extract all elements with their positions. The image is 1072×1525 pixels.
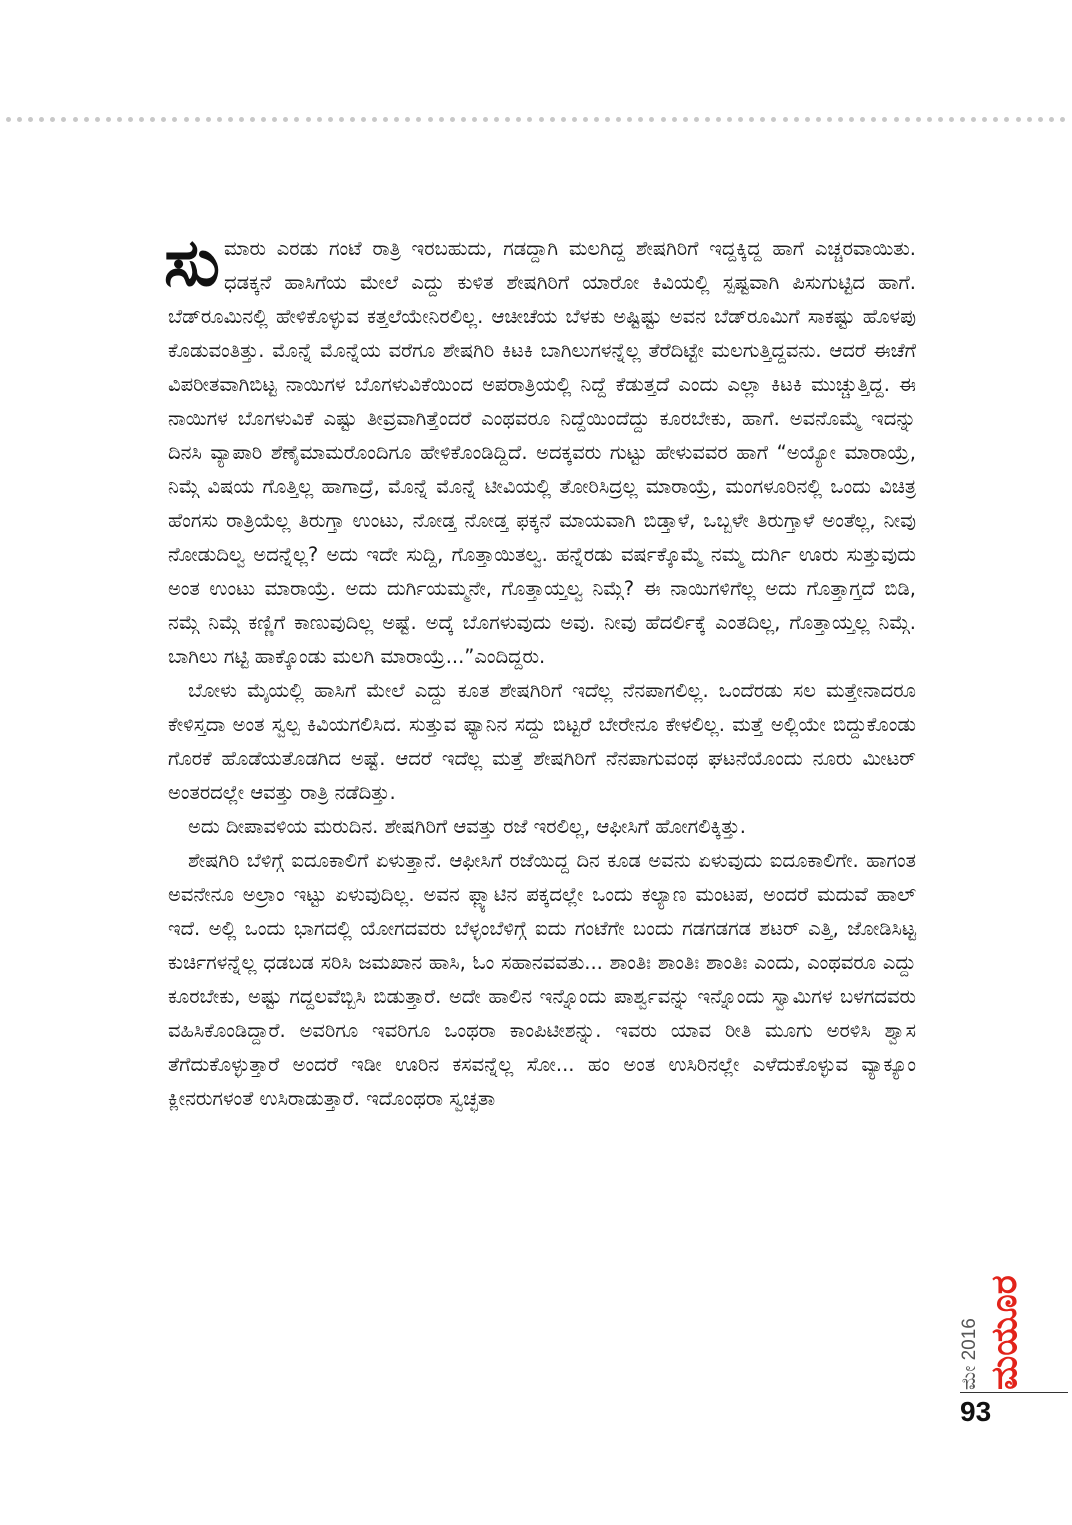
divider-dot (583, 117, 588, 122)
divider-dot (6, 117, 11, 122)
divider-dot (905, 117, 910, 122)
paragraph-2: ಬೋಳು ಮೈಯಲ್ಲಿ ಹಾಸಿಗೆ ಮೇಲೆ ಎದ್ದು ಕೂತ ಶೇಷಗಿರಿಗೆ ಇದೆಲ್ಲ ನೆನಪಾಗಲಿಲ್ಲ. ಒಂದೆರಡು ಸಲ ಮತ್ತೇನಾದರೂ ಕೇಳಿಸ್ತದಾ ಅಂತ ಸ್ವಲ್ಪ ಕಿವಿಯಗಲಿಸಿದ. ಸುತ್ತುವ ಫ್ಯಾನಿನ ಸದ್ದು ಬಿಟ್ಟರೆ ಬೇರೇನೂ ಕೇಳಲಿಲ್ಲ. ಮತ್ತೆ ಅಲ್ಲಿಯೇ ಬಿದ್ದುಕೊಂಡು ಗೊರಕೆ ಹೊಡೆಯತೊಡಗಿದ ಅಷ್ಟೆ. ಆದರೆ ಇದೆಲ್ಲ ಮತ್ತೆ ಶೇಷಗಿರಿಗೆ ನೆನಪಾಗುವಂಥ ಘಟನೆಯೊಂದು ನೂರು ಮೀಟರ್ ಅಂತರದಲ್ಲೇ ಆವತ್ತು ರಾತ್ರಿ ನಡೆದಿತ್ತು. (168, 679, 916, 804)
divider-dot (605, 117, 610, 122)
paragraph-4: ಶೇಷಗಿರಿ ಬೆಳಿಗ್ಗೆ ಐದೂಕಾಲಿಗೆ ಏಳುತ್ತಾನೆ. ಆಫೀಸಿಗೆ ರಜೆಯಿದ್ದ ದಿನ ಕೂಡ ಅವನು ಏಳುವುದು ಐದೂಕಾಲಿಗೇ. ಹಾಗಂತ ಅವನೇನೂ ಅಲ್ರಾಂ ಇಟ್ಟು ಏಳುವುದಿಲ್ಲ. ಅವನ ಫ್ಲ್ಯಾಟಿನ ಪಕ್ಕದಲ್ಲೇ ಒಂದು ಕಲ್ಯಾಣ ಮಂಟಪ, ಅಂದರೆ ಮದುವೆ ಹಾಲ್ ಇದೆ. ಅಲ್ಲಿ ಒಂದು ಭಾಗದಲ್ಲಿ ಯೋಗದವರು ಬೆಳ್ಳಂಬೆಳಿಗ್ಗೆ ಐದು ಗಂಟೆಗೇ ಬಂದು ಗಡಗಡಗಡ ಶಟರ್ ಎತ್ತಿ, ಜೋಡಿಸಿಟ್ಟ ಕುರ್ಚಿಗಳನ್ನೆಲ್ಲ ಧಡಬಡ ಸರಿಸಿ ಜಮಖಾನ ಹಾಸಿ, ಓಂ ಸಹಾನವವತು... ಶಾಂತಿಃ ಶಾಂತಿಃ ಶಾಂತಿಃ ಎಂದು, ಎಂಥವರೂ ಎದ್ದು ಕೂರಬೇಕು, ಅಷ್ಟು ಗದ್ದಲವೆಬ್ಬಿಸಿ ಬಿಡುತ್ತಾರೆ. ಅದೇ ಹಾಲಿನ ಇನ್ನೊಂದು ಪಾರ್ಶ್ವವನ್ನು ಇನ್ನೊಂದು ಸ್ವಾಮಿಗಳ ಬಳಗದವರು ವಹಿಸಿಕೊಂಡಿದ್ದಾರೆ. ಅವರಿಗೂ ಇವರಿಗೂ ಒಂಥರಾ ಕಾಂಪಿಟೀಶನ್ನು. ಇವರು ಯಾವ ರೀತಿ ಮೂಗು ಅರಳಿಸಿ ಶ್ವಾಸ ತೆಗೆದುಕೊಳ್ಳುತ್ತಾರೆ ಅಂದರೆ ಇಡೀ ಊರಿನ ಕಸವನ್ನೆಲ್ಲ ಸೋ... ಹಂ ಅಂತ ಉಸಿರಿನಲ್ಲೇ ಎಳೆದುಕೊಳ್ಳುವ ವ್ಯಾಕ್ಯೂಂ ಕ್ಲೀನರುಗಳಂತೆ ಉಸಿರಾಡುತ್ತಾರೆ. ಇದೊಂಥರಾ ಸ್ವಚ್ಛತಾ (168, 849, 916, 1110)
divider-dot (50, 117, 55, 122)
divider-dot (516, 117, 521, 122)
divider-dot (539, 117, 544, 122)
paragraph-1 (164, 224, 916, 674)
divider-dot (17, 117, 22, 122)
divider-dot (827, 117, 832, 122)
divider-dot (328, 117, 333, 122)
divider-dot (128, 117, 133, 122)
divider-dot (661, 117, 666, 122)
divider-dot (572, 117, 577, 122)
divider-dot (472, 117, 477, 122)
magazine-logo: ಮಯೂರ (984, 1275, 1025, 1390)
divider-dot (339, 117, 344, 122)
divider-dot (805, 117, 810, 122)
divider-dot (405, 117, 410, 122)
footer-rule (960, 1392, 1068, 1393)
divider-dot (95, 117, 100, 122)
side-footer (955, 1160, 1025, 1390)
divider-dot (184, 117, 189, 122)
divider-dot (1027, 117, 1032, 122)
divider-dot (161, 117, 166, 122)
divider-dot (106, 117, 111, 122)
divider-dot (894, 117, 899, 122)
divider-dot (794, 117, 799, 122)
divider-dot (383, 117, 388, 122)
divider-dot (683, 117, 688, 122)
divider-dot (938, 117, 943, 122)
divider-dot (317, 117, 322, 122)
divider-dot (394, 117, 399, 122)
divider-dot (261, 117, 266, 122)
drop-cap: ಸು (164, 224, 221, 301)
divider-dot (527, 117, 532, 122)
divider-dot (561, 117, 566, 122)
divider-dot (61, 117, 66, 122)
divider-dot (649, 117, 654, 122)
divider-dot (916, 117, 921, 122)
divider-dot (206, 117, 211, 122)
divider-dot (882, 117, 887, 122)
divider-dot (738, 117, 743, 122)
dotted-divider (0, 117, 1072, 125)
divider-dot (838, 117, 843, 122)
divider-dot (139, 117, 144, 122)
article-body (164, 224, 916, 1116)
divider-dot (982, 117, 987, 122)
divider-dot (716, 117, 721, 122)
divider-dot (672, 117, 677, 122)
divider-dot (306, 117, 311, 122)
divider-dot (760, 117, 765, 122)
divider-dot (1038, 117, 1043, 122)
divider-dot (294, 117, 299, 122)
divider-dot (594, 117, 599, 122)
issue-date: ಮೇ 2016 (959, 1318, 980, 1390)
divider-dot (350, 117, 355, 122)
divider-dot (1060, 117, 1065, 122)
divider-dot (1049, 117, 1054, 122)
divider-dot (871, 117, 876, 122)
divider-dot (39, 117, 44, 122)
divider-dot (993, 117, 998, 122)
divider-dot (272, 117, 277, 122)
divider-dot (416, 117, 421, 122)
divider-dot (195, 117, 200, 122)
divider-dot (28, 117, 33, 122)
divider-dot (250, 117, 255, 122)
divider-dot (705, 117, 710, 122)
paragraph-3: ಅದು ದೀಪಾವಳಿಯ ಮರುದಿನ. ಶೇಷಗಿರಿಗೆ ಆವತ್ತು ರಜೆ ಇರಲಿಲ್ಲ, ಆಫೀಸಿಗೆ ಹೋಗಲಿಕ್ಕಿತ್ತು. (188, 815, 746, 838)
divider-dot (960, 117, 965, 122)
paragraph-1-text: ಮಾರು ಎರಡು ಗಂಟೆ ರಾತ್ರಿ ಇರಬಹುದು, ಗಡದ್ದಾಗಿ ಮಲಗಿದ್ದ ಶೇಷಗಿರಿಗೆ ಇದ್ದಕ್ಕಿದ್ದ ಹಾಗೆ ಎಚ್ಚರವಾಯಿತು. ಧಡಕ್ಕನೆ ಹಾಸಿಗೆಯ ಮೇಲೆ ಎದ್ದು ಕುಳಿತ ಶೇಷಗಿರಿಗೆ ಯಾರೋ ಕಿವಿಯಲ್ಲಿ ಸ್ಪಷ್ಟವಾಗಿ ಪಿಸುಗುಟ್ಟಿದ ಹಾಗೆ. ಬೆಡ್‌ರೂಮಿನಲ್ಲಿ ಹೇಳಿಕೊಳ್ಳುವ ಕತ್ತಲೆಯೇನಿರಲಿಲ್ಲ. ಆಚೀಚೆಯ ಬೆಳಕು ಅಷ್ಟಿಷ್ಟು ಅವನ ಬೆಡ್‌ರೂಮಿಗೆ ಸಾಕಷ್ಟು ಹೊಳಪು ಕೊಡುವಂತಿತ್ತು. ಮೊನ್ನೆ ಮೊನ್ನೆಯ ವರೆಗೂ ಶೇಷಗಿರಿ ಕಿಟಕಿ ಬಾಗಿಲುಗಳನ್ನೆಲ್ಲ ತೆರೆದಿಟ್ಟೇ ಮಲಗುತ್ತಿದ್ದವನು. ಆದರೆ ಈಚೆಗೆ ವಿಪರೀತವಾಗಿಬಿಟ್ಟ ನಾಯಿಗಳ ಬೊಗಳುವಿಕೆಯಿಂದ ಅಪರಾತ್ರಿಯಲ್ಲಿ ನಿದ್ದೆ ಕೆಡುತ್ತದೆ ಎಂದು ಎಲ್ಲಾ ಕಿಟಕಿ ಮುಚ್ಚುತ್ತಿದ್ದ. ಈ ನಾಯಿಗಳ ಬೊಗಳುವಿಕೆ ಎಷ್ಟು ತೀವ್ರವಾಗಿತ್ತೆಂದರೆ ಎಂಥವರೂ ನಿದ್ದೆಯಿಂದೆದ್ದು ಕೂರಬೇಕು, ಹಾಗೆ. ಅವನೊಮ್ಮೆ ಇದನ್ನು ದಿನಸಿ ವ್ಯಾಪಾರಿ ಶೆಣೈಮಾಮರೊಂದಿಗೂ ಹೇಳಿಕೊಂಡಿದ್ದಿದೆ. ಅದಕ್ಕವರು ಗುಟ್ಟು ಹೇಳುವವರ ಹಾಗೆ “ಅಯ್ಯೋ ಮಾರಾಯ್ರೆ, ನಿಮ್ಗೆ ವಿಷಯ ಗೊತ್ತಿಲ್ಲ ಹಾಗಾದ್ರೆ, ಮೊನ್ನೆ ಮೊನ್ನೆ ಟೀವಿಯಲ್ಲಿ ತೋರಿಸಿದ್ರಲ್ಲ ಮಾರಾಯ್ರೆ, ಮಂಗಳೂರಿನಲ್ಲಿ ಒಂದು ವಿಚಿತ್ರ ಹೆಂಗಸು ರಾತ್ರಿಯೆಲ್ಲ ತಿರುಗ್ತಾ ಉಂಟು, ನೋಡ್ತ ನೋಡ್ತ ಫಕ್ಕನೆ ಮಾಯವಾಗಿ ಬಿಡ್ತಾಳೆ, ಒಬ್ಬಳೇ ತಿರುಗ್ತಾಳೆ ಅಂತೆಲ್ಲ, ನೀವು ನೋಡುದಿಲ್ವ ಅದನ್ನೆಲ್ಲ? ಅದು ಇದೇ ಸುದ್ದಿ, ಗೊತ್ತಾಯಿತಲ್ವ. ಹನ್ನೆರಡು ವರ್ಷಕ್ಕೊಮ್ಮೆ ನಮ್ಮ ದುರ್ಗಿ ಊರು ಸುತ್ತುವುದು ಅಂತ ಉಂಟು ಮಾರಾಯ್ರೆ. ಅದು ದುರ್ಗಿಯಮ್ಮನೇ, ಗೊತ್ತಾಯ್ತಲ್ವ ನಿಮ್ಗೆ? ಈ ನಾಯಿಗಳಿಗೆಲ್ಲ ಅದು ಗೊತ್ತಾಗ್ತದೆ ಬಿಡಿ, ನಮ್ಗೆ ನಿಮ್ಗೆ ಕಣ್ಣಿಗೆ ಕಾಣುವುದಿಲ್ಲ ಅಷ್ಟೆ. ಅದ್ಕೆ ಬೊಗಳುವುದು ಅವು. ನೀವು ಹೆದರ್ಲಿಕ್ಕೆ ಎಂತದಿಲ್ಲ, ಗೊತ್ತಾಯ್ತಲ್ಲ ನಿಮ್ಗೆ. ಬಾಗಿಲು ಗಟ್ಟಿ ಹಾಕ್ಕೊಂಡು ಮಲಗಿ ಮಾರಾಯ್ರೆ...”ಎಂದಿದ್ದರು. (168, 237, 916, 668)
divider-dot (483, 117, 488, 122)
divider-dot (372, 117, 377, 122)
divider-dot (771, 117, 776, 122)
divider-dot (283, 117, 288, 122)
divider-dot (638, 117, 643, 122)
divider-dot (172, 117, 177, 122)
divider-dot (461, 117, 466, 122)
divider-dot (361, 117, 366, 122)
divider-dot (84, 117, 89, 122)
divider-dot (849, 117, 854, 122)
page-number: 93 (960, 1396, 992, 1427)
divider-dot (727, 117, 732, 122)
divider-dot (694, 117, 699, 122)
divider-dot (150, 117, 155, 122)
divider-dot (627, 117, 632, 122)
divider-dot (783, 117, 788, 122)
divider-dot (550, 117, 555, 122)
divider-dot (816, 117, 821, 122)
divider-dot (73, 117, 78, 122)
divider-dot (450, 117, 455, 122)
divider-dot (505, 117, 510, 122)
divider-dot (1004, 117, 1009, 122)
divider-dot (117, 117, 122, 122)
divider-dot (949, 117, 954, 122)
divider-dot (439, 117, 444, 122)
divider-dot (494, 117, 499, 122)
divider-dot (971, 117, 976, 122)
divider-dot (428, 117, 433, 122)
divider-dot (927, 117, 932, 122)
divider-dot (860, 117, 865, 122)
divider-dot (1016, 117, 1021, 122)
divider-dot (616, 117, 621, 122)
divider-dot (239, 117, 244, 122)
divider-dot (228, 117, 233, 122)
divider-dot (749, 117, 754, 122)
divider-dot (217, 117, 222, 122)
